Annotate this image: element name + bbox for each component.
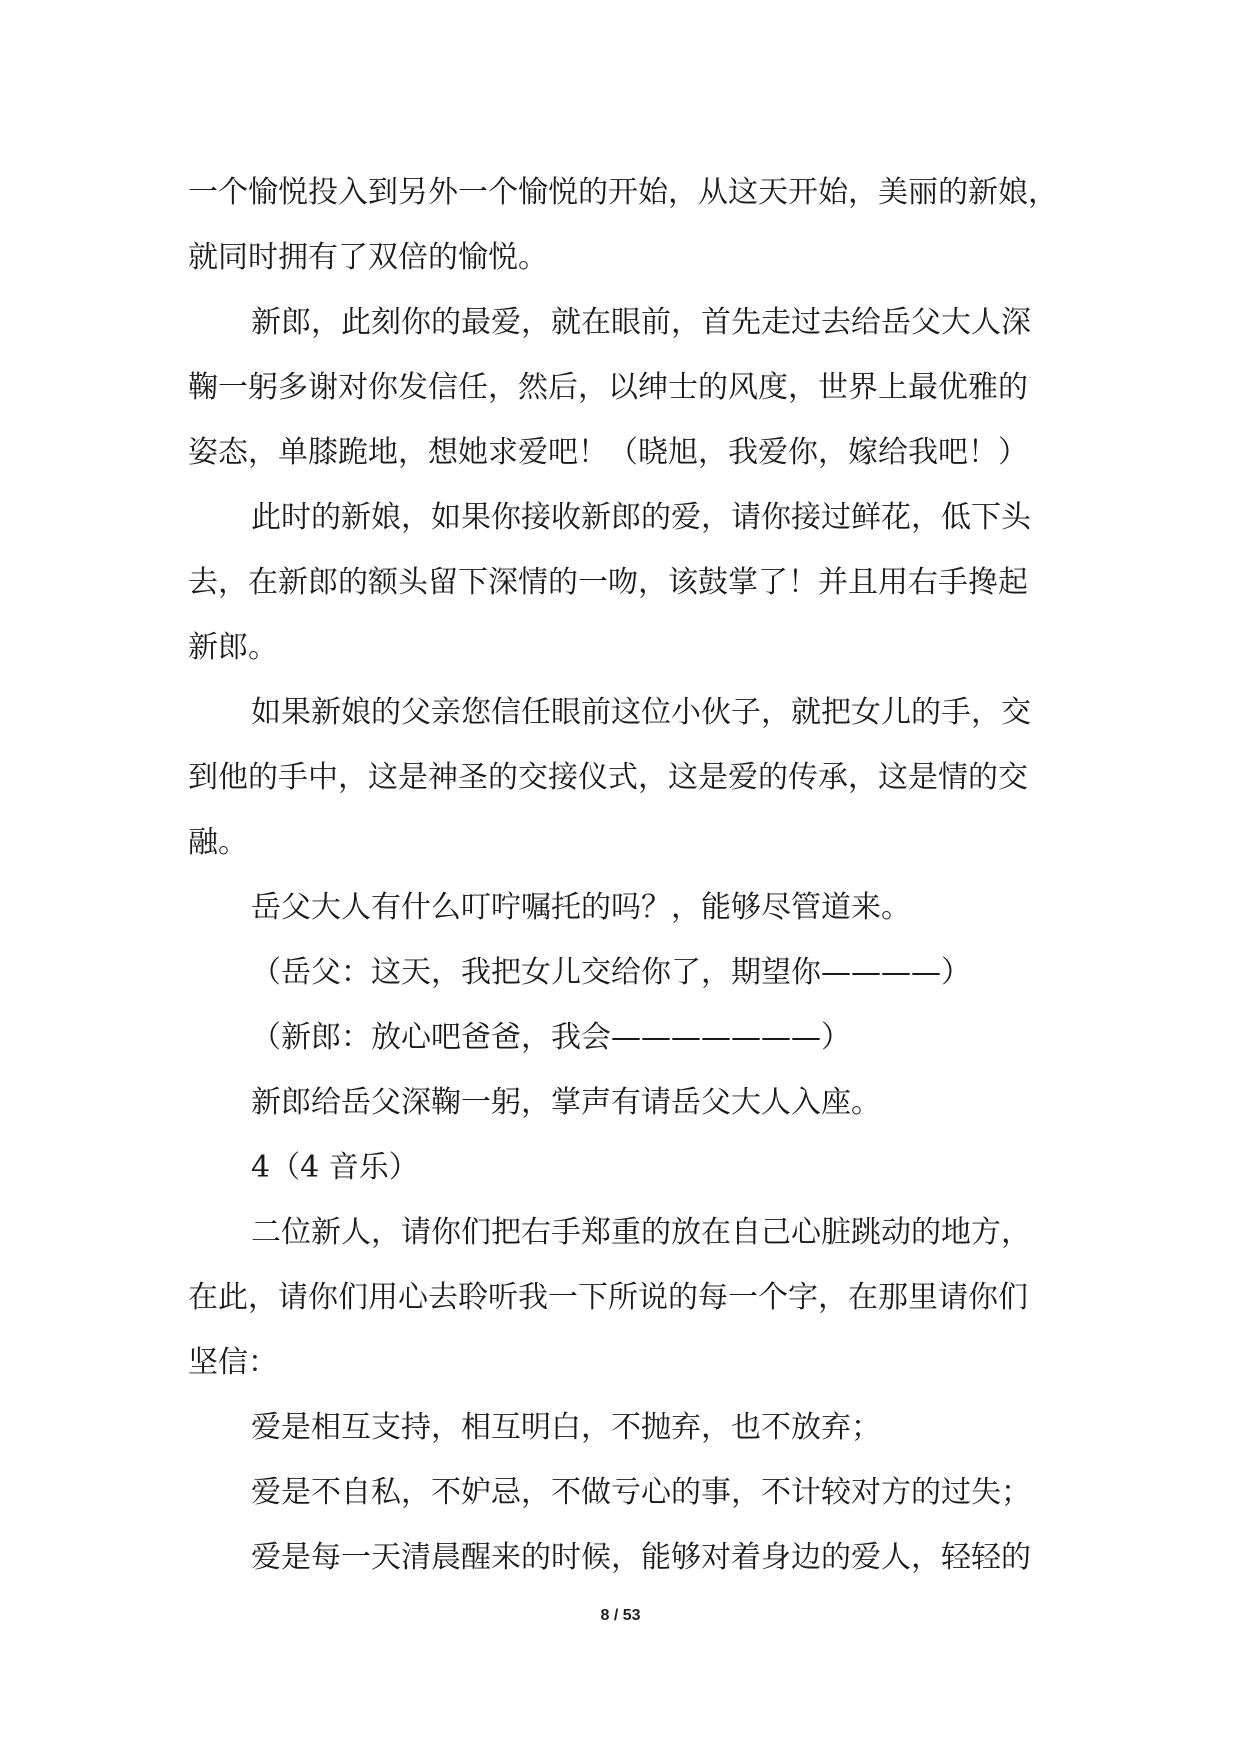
text-line: 此时的新娘，如果你接收新郎的爱，请你接过鲜花，低下头 <box>251 500 1031 535</box>
text-line: 一个愉悦投入到另外一个愉悦的开始，从这天开始，美丽的新娘， <box>188 175 1058 210</box>
text-line: 4（4 音乐） <box>251 1150 419 1185</box>
text-line: 姿态，单膝跪地，想她求爱吧！（晓旭，我爱你，嫁给我吧！） <box>188 435 1028 470</box>
text-line: 就同时拥有了双倍的愉悦。 <box>188 240 548 275</box>
text-line: 新郎，此刻你的最爱，就在眼前，首先走过去给岳父大人深 <box>251 305 1031 340</box>
text-line: 岳父大人有什么叮咛嘱托的吗？，能够尽管道来。 <box>251 890 911 925</box>
text-line: 在此，请你们用心去聆听我一下所说的每一个字，在那里请你们 <box>188 1280 1028 1315</box>
text-line: 融。 <box>188 825 248 860</box>
text-line: （新郎：放心吧爸爸，我会———————） <box>251 1020 851 1055</box>
text-line: 爱是每一天清晨醒来的时候，能够对着身边的爱人，轻轻的 <box>251 1540 1031 1575</box>
text-line: 新郎。 <box>188 630 278 665</box>
text-line: 到他的手中，这是神圣的交接仪式，这是爱的传承，这是情的交 <box>188 760 1028 795</box>
page-number: 8 / 53 <box>600 1607 641 1624</box>
text-line: 如果新娘的父亲您信任眼前这位小伙子，就把女儿的手，交 <box>251 695 1031 730</box>
text-line: 爱是相互支持，相互明白，不抛弃，也不放弃； <box>251 1410 881 1445</box>
text-line: 鞠一躬多谢对你发信任，然后，以绅士的风度，世界上最优雅的 <box>188 370 1028 405</box>
text-line: 爱是不自私，不妒忌，不做亏心的事，不计较对方的过失； <box>251 1475 1031 1510</box>
text-line: 去，在新郎的额头留下深情的一吻，该鼓掌了！并且用右手搀起 <box>188 565 1028 600</box>
text-line: 坚信： <box>188 1345 278 1380</box>
text-line: 二位新人，请你们把右手郑重的放在自己心脏跳动的地方， <box>251 1215 1031 1250</box>
text-line: 新郎给岳父深鞠一躬，掌声有请岳父大人入座。 <box>251 1085 881 1120</box>
document-body <box>188 160 1068 1590</box>
text-line: （岳父：这天，我把女儿交给你了，期望你————） <box>251 955 971 990</box>
